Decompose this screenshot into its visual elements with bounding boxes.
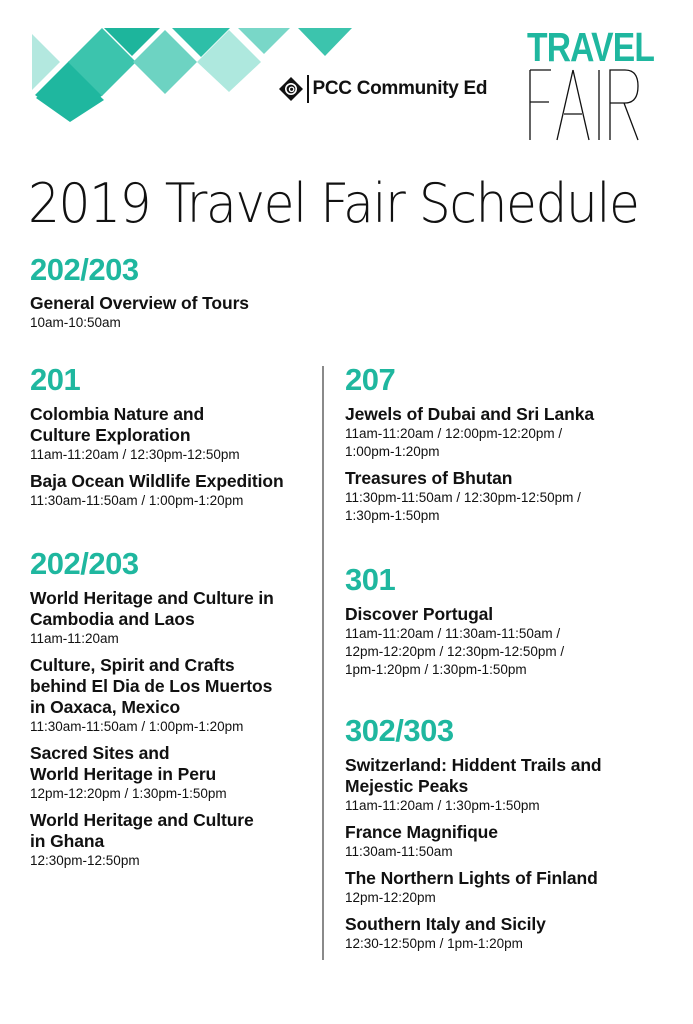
intro-section [30,253,249,332]
schedule-event [30,588,320,648]
event-times: 12:30-12:50pm / 1pm-1:20pm [345,936,523,951]
event-title-line: behind El Dia de Los Muertos [30,676,273,696]
event-time-line: 1:30pm-1:50pm [345,508,440,523]
event-times [345,489,665,525]
schedule-event [345,404,665,461]
schedule-event [30,293,249,332]
event-times: 11am-11:20am [30,631,119,646]
room-section-207 [345,363,665,525]
room-heading: 202/203 [30,546,139,581]
diamond-pattern-graphic [0,0,360,130]
event-times [345,425,665,461]
schedule-event [30,404,320,464]
event-title-line: Mejestic Peaks [345,776,469,796]
schedule-event [345,604,665,679]
event-times [345,625,665,679]
event-title: Jewels of Dubai and Sri Lanka [345,404,594,424]
event-title-line: World Heritage in Peru [30,764,217,784]
event-times: 11:30am-11:50am / 1:00pm-1:20pm [30,719,244,734]
event-times: 11am-11:20am / 1:30pm-1:50pm [345,798,540,813]
pcc-community-ed-logo [278,74,487,104]
event-title-line: Culture, Spirit and Crafts [30,655,235,675]
event-times: 12pm-12:20pm [345,890,436,905]
organization-name: PCC Community Ed [312,78,488,99]
schedule-event [345,822,665,861]
room-section-201 [30,363,320,510]
room-section-301 [345,563,665,679]
event-title-line: World Heritage and Culture [30,810,254,830]
event-title-line: in Ghana [30,831,105,851]
event-time-line: 12pm-12:20pm / 12:30pm-12:50pm / [345,644,565,659]
event-times: 11:30am-11:50am [345,844,453,859]
event-title: The Northern Lights of Finland [345,868,598,888]
schedule-event [345,914,665,953]
column-divider [322,366,324,960]
event-title [30,810,320,852]
room-heading: 201 [30,362,81,397]
schedule-event [30,471,320,510]
room-section-202-203 [30,547,320,870]
event-title-line: in Oaxaca, Mexico [30,697,181,717]
room-heading: 207 [345,362,396,397]
schedule-event [345,468,665,525]
room-heading: 301 [345,562,396,597]
schedule-event [345,868,665,907]
event-title [30,404,320,446]
event-time-line: 1:00pm-1:20pm [345,444,440,459]
pcc-diamond-swirl-icon [278,76,304,102]
event-title-line: Switzerland: Hiddent Trails and [345,755,602,775]
event-title-line: Colombia Nature and [30,404,205,424]
schedule-event [345,755,665,815]
event-title-line: Cambodia and Laos [30,609,195,629]
event-title: General Overview of Tours [30,293,249,313]
event-title: France Magnifique [345,822,498,842]
travel-fair-logo [527,24,655,142]
event-time-line: 1pm-1:20pm / 1:30pm-1:50pm [345,662,527,677]
event-title: Treasures of Bhutan [345,468,513,488]
event-times: 11am-11:20am / 12:30pm-12:50pm [30,447,240,462]
event-title-line: World Heritage and Culture in [30,588,274,608]
event-title: Southern Italy and Sicily [345,914,546,934]
event-title [30,588,320,630]
event-times: 12pm-12:20pm / 1:30pm-1:50pm [30,786,227,801]
event-times: 11:30am-11:50am / 1:00pm-1:20pm [30,493,244,508]
logo-fair-text [527,68,642,142]
event-title-line: Culture Exploration [30,425,191,445]
schedule-event [30,655,320,736]
room-heading: 202/203 [30,252,139,287]
event-time-line: 11am-11:20am / 11:30am-11:50am / [345,626,561,641]
room-heading: 302/303 [345,713,454,748]
event-title-line: Sacred Sites and [30,743,170,763]
room-section-302-303 [345,714,665,953]
event-title [345,755,665,797]
schedule-event [30,810,320,870]
event-times: 10am-10:50am [30,315,121,330]
event-time-line: 11am-11:20am / 12:00pm-12:20pm / [345,426,563,441]
event-title [30,743,320,785]
event-title [30,655,320,718]
logo-travel-text: TRAVEL [527,24,655,70]
logo-separator [307,75,309,103]
schedule-event [30,743,320,803]
event-times: 12:30pm-12:50pm [30,853,140,868]
event-title: Baja Ocean Wildlife Expedition [30,471,284,491]
page-title: 2019 Travel Fair Schedule [28,172,639,235]
event-title: Discover Portugal [345,604,494,624]
event-time-line: 11:30pm-11:50am / 12:30pm-12:50pm / [345,490,581,505]
